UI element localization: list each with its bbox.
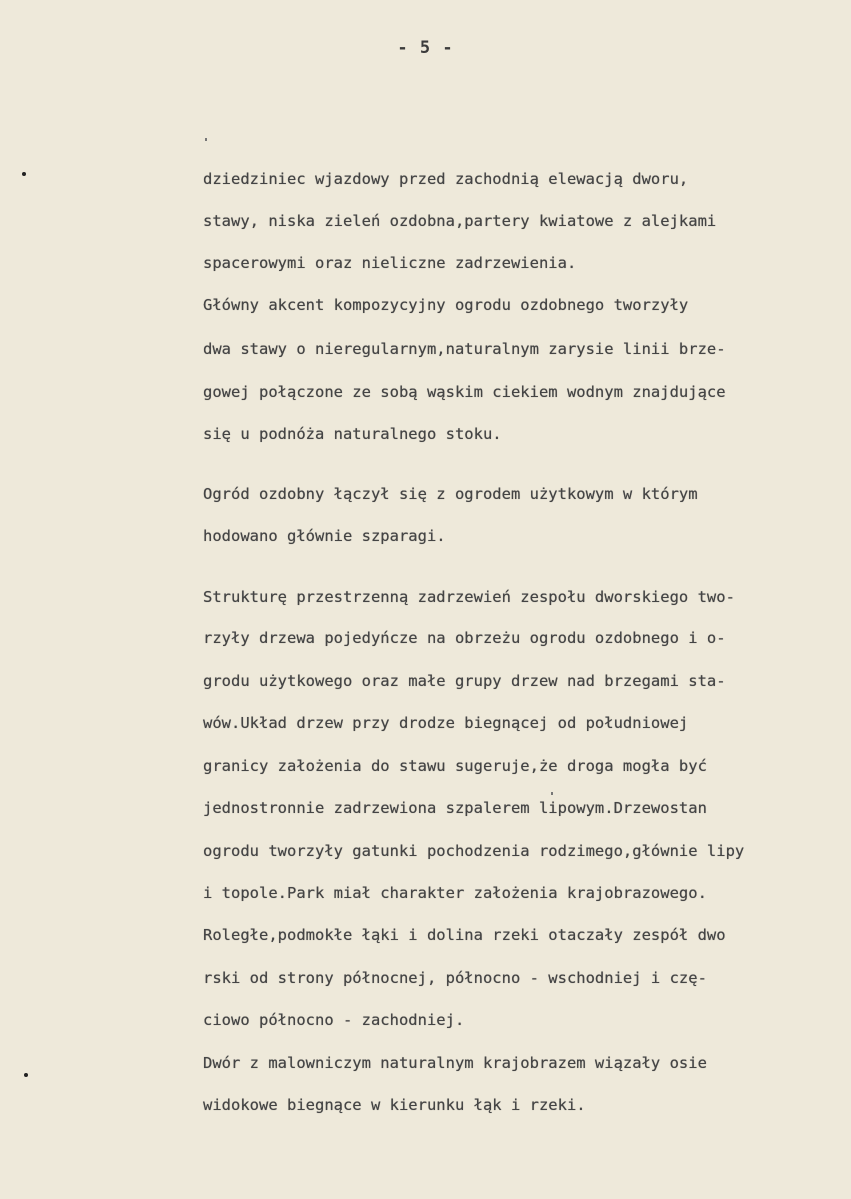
text-line: gowej połączone ze sobą wąskim ciekiem wodnym znajdujące [203, 383, 726, 401]
text-line: rzyły drzewa pojedyńcze na obrzeżu ogrodu ozdobnego i o- [203, 629, 726, 647]
text-line: ogrodu tworzyły gatunki pochodzenia rodzimego,głównie lipy [203, 842, 745, 860]
text-line: hodowano głównie szparagi. [203, 527, 446, 545]
margin-mark [22, 172, 26, 176]
text-line: Dwór z malowniczym naturalnym krajobrazem wiązały osie [203, 1054, 707, 1072]
text-line: grodu użytkowego oraz małe grupy drzew nad brzegami sta- [203, 672, 726, 690]
text-line: Strukturę przestrzenną zadrzewień zespołu dworskiego two- [203, 588, 735, 606]
text-line: Główny akcent kompozycyjny ogrodu ozdobnego tworzyły [203, 296, 689, 314]
text-line: granicy założenia do stawu sugeruje,że droga mogła być [203, 757, 707, 775]
text-line: dziedziniec wjazdowy przed zachodnią elewacją dworu, [203, 170, 689, 188]
text-line: rski od strony północnej, północno - wschodniej i czę- [203, 969, 707, 987]
margin-mark [24, 1073, 28, 1077]
text-line: spacerowymi oraz nieliczne zadrzewienia. [203, 254, 577, 272]
paper-speck [205, 138, 207, 141]
text-line: widokowe biegnące w kierunku łąk i rzeki. [203, 1096, 586, 1114]
paper-speck [551, 792, 553, 795]
text-line: dwa stawy o nieregularnym,naturalnym zarysie linii brze- [203, 340, 726, 358]
text-line: Ogród ozdobny łączył się z ogrodem użytkowym w którym [203, 485, 698, 503]
text-line: jednostronnie zadrzewiona szpalerem lipowym.Drzewostan [203, 799, 707, 817]
text-line: ciowo północno - zachodniej. [203, 1011, 465, 1029]
page-number: - 5 - [397, 38, 454, 58]
text-line: Roległe,podmokłe łąki i dolina rzeki otaczały zespół dwo [203, 926, 726, 944]
text-line: się u podnóża naturalnego stoku. [203, 425, 502, 443]
text-line: wów.Układ drzew przy drodze biegnącej od południowej [203, 714, 689, 732]
text-line: stawy, niska zieleń ozdobna,partery kwiatowe z alejkami [203, 212, 717, 230]
text-line: i topole.Park miał charakter założenia krajobrazowego. [203, 884, 707, 902]
